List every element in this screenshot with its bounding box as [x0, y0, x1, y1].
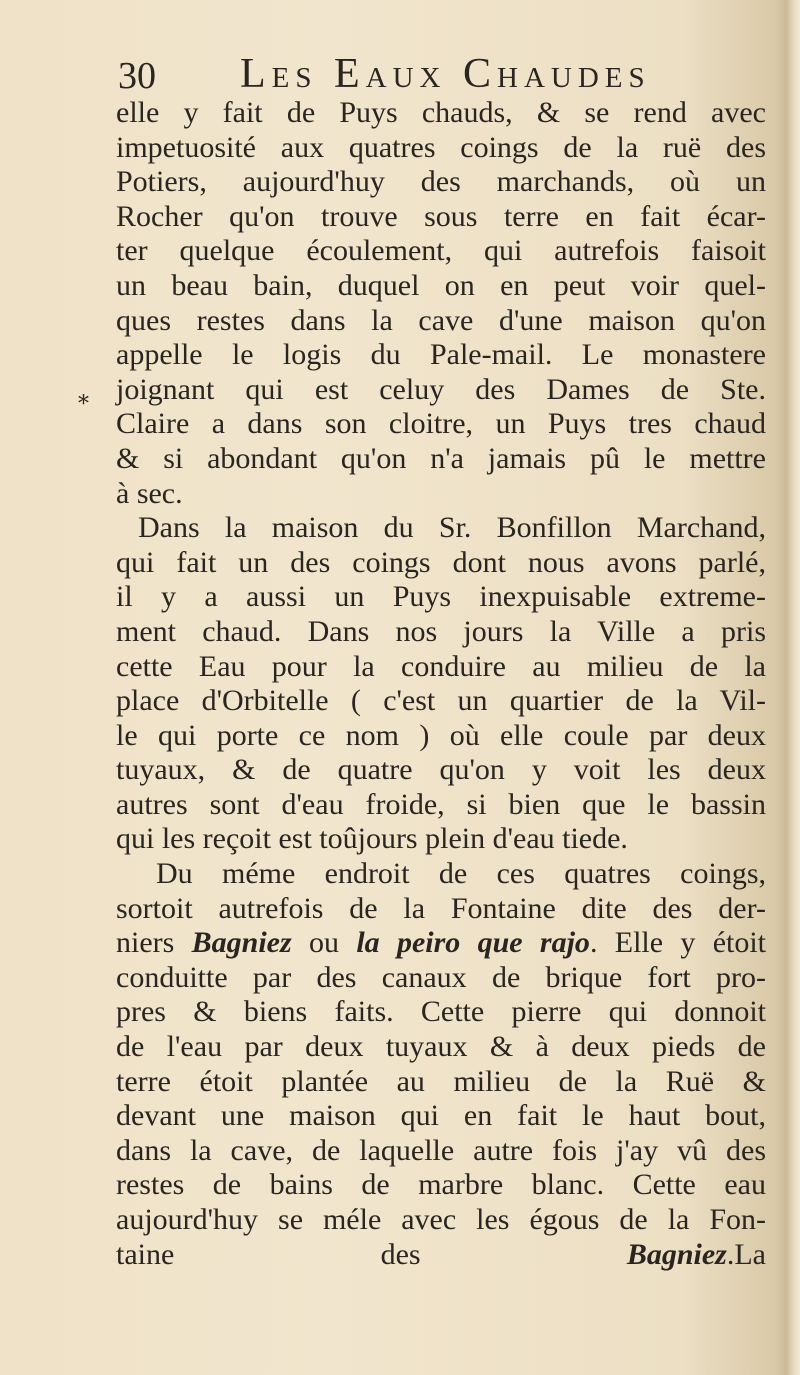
text-line: cette Eau pour la conduire au milieu de la — [116, 649, 766, 683]
page-header — [118, 48, 758, 100]
text-run: niers — [116, 926, 192, 960]
text-line: Potiers, aujourd'huy des marchands, où un — [116, 165, 766, 199]
text-line: tuyaux, & de quatre qu'on y voit les deux — [116, 753, 766, 787]
italic-place-name: Bagniez — [626, 1237, 727, 1271]
body-text — [116, 96, 766, 1272]
text-line: qui fait un des coings dont nous avons parlé, — [116, 545, 766, 579]
text-line: Rocher qu'on trouve sous terre en fait écar- — [116, 199, 766, 233]
page-edge — [786, 0, 800, 1375]
text-line: & si abondant qu'on n'a jamais pû le mettre — [116, 441, 766, 475]
text-run: taine des — [116, 1237, 627, 1271]
catchword: La — [734, 1237, 766, 1271]
text-line: ment chaud. Dans nos jours la Ville a pris — [116, 614, 766, 648]
italic-place-name: Bagniez — [191, 926, 292, 960]
text-line: Dans la maison du Sr. Bonfillon Marchand, — [138, 511, 766, 545]
text-line: elle y fait de Puys chauds, & se rend avec — [116, 96, 766, 129]
text-line: sortoit autrefois de la Fontaine dite des der- — [116, 891, 766, 925]
text-line: devant une maison qui en fait le haut bout, — [116, 1099, 766, 1133]
text-line: impetuosité aux quatres coings de la ruë des — [116, 130, 766, 164]
text-line: un beau bain, duquel on en peut voir quel- — [116, 268, 766, 302]
text-line: conduitte par des canaux de brique fort pro- — [116, 960, 766, 994]
text-line: ques restes dans la cave d'une maison qu'on — [116, 303, 766, 337]
text-line: terre étoit plantée au milieu de la Ruë & — [116, 1064, 766, 1098]
text-line: à sec. — [116, 476, 183, 510]
running-head: Les Eaux Chaudes — [240, 51, 651, 97]
text-line: pres & biens faits. Cette pierre qui donnoit — [116, 995, 766, 1029]
italic-phrase: la peiro que rajo — [356, 926, 590, 960]
text-run: . Elle y étoit — [589, 926, 767, 960]
text-line: il y a aussi un Puys inexpuisable extreme- — [116, 580, 766, 614]
text-line: place d'Orbitelle ( c'est un quartier de la Vil- — [116, 684, 766, 718]
text-line: Du méme endroit de ces quatres coings, — [156, 857, 766, 891]
text-line: qui les reçoit est toûjours plein d'eau tiede. — [116, 822, 628, 856]
page-number: 30 — [118, 55, 156, 97]
text-line: de l'eau par deux tuyaux & à deux pieds de — [116, 1030, 766, 1064]
text-line: aujourd'huy se méle avec les égous de la Fon- — [116, 1203, 766, 1236]
text-run: ou — [291, 926, 357, 960]
text-line: le qui porte ce nom ) où elle coule par deux — [116, 718, 766, 752]
text-run: . — [726, 1237, 735, 1271]
text-line: autres sont d'eau froide, si bien que le bassin — [116, 787, 766, 821]
text-line: appelle le logis du Pale-mail. Le monastere — [116, 338, 766, 372]
last-text-line — [116, 1238, 766, 1273]
text-line: Claire a dans son cloitre, un Puys tres chaud — [116, 407, 766, 441]
text-line: dans la cave, de laquelle autre fois j'ay vû des — [116, 1133, 766, 1167]
text-line: joignant qui est celuy des Dames de Ste. — [116, 372, 766, 406]
text-run-group — [116, 1238, 734, 1271]
margin-marker: * — [78, 392, 89, 417]
text-line: restes de bains de marbre blanc. Cette eau — [116, 1168, 766, 1202]
text-line: ter quelque écoulement, qui autrefois faisoit — [116, 234, 766, 268]
text-line-with-italics — [116, 926, 766, 961]
